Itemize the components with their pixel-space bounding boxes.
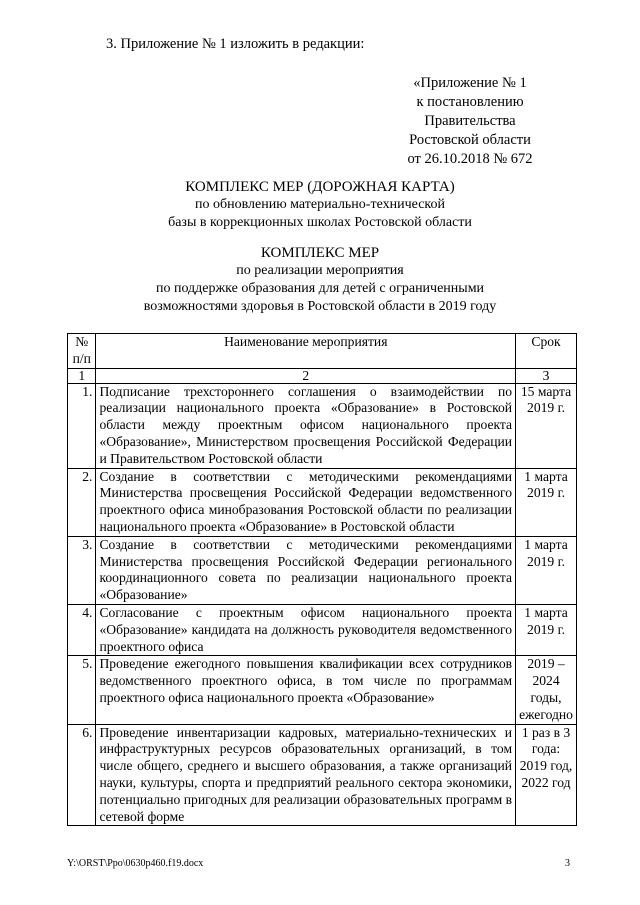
- table-row: [68, 536, 577, 604]
- title-main: КОМПЛЕКС МЕР: [260, 245, 380, 261]
- appendix-line: Правительства: [424, 113, 516, 129]
- appendix-header: [370, 74, 570, 169]
- table-row: [68, 724, 577, 826]
- row-term: 1 раз в 3 года: 2019 год, 2022 год: [516, 724, 577, 826]
- table-header-row: [68, 334, 577, 369]
- footer-page-number: 3: [565, 858, 570, 869]
- title-subtitle: по реализации мероприятия: [236, 263, 404, 278]
- index-cell: 1: [68, 368, 96, 383]
- table-row: [68, 604, 577, 655]
- table-index-row: [68, 368, 577, 383]
- intro-paragraph: 3. Приложение № 1 изложить в редакции:: [106, 36, 365, 52]
- title-roadmap: [0, 178, 640, 232]
- title-subtitle: возможностями здоровья в Ростовской области в 2019 году: [143, 299, 497, 314]
- table-row: [68, 383, 577, 468]
- measures-table: [67, 333, 577, 826]
- title-measures: [0, 244, 640, 316]
- table-row: [68, 656, 577, 724]
- footer-file-path: Y:\ORST\Ppo\0630p460.f19.docx: [67, 858, 204, 869]
- header-num: № п/п: [68, 334, 96, 369]
- row-name: Проведение ежегодного повышения квалификации всех сотрудников ведомственного проектного офиса, в том числе по программам проектного офиса национального проекта «Образование»: [96, 656, 516, 724]
- row-name: Подписание трехстороннего соглашения о взаимодействии по реализации национального проекта «Образование» в Ростовской области между проектным офисом национального проекта «Образование», Министерством просвещения Российской Федерации и Правительством Ростовской области: [96, 383, 516, 468]
- row-num: 4.: [68, 604, 96, 655]
- row-name: Проведение инвентаризации кадровых, материально-технических и инфраструктурных ресурсов образовательных организаций, в том числе общего, среднего и высшего образования, а также организаций науки, культуры, спорта и предприятий реального сектора экономики, потенциально пригодных для реализации образовательных программ в сетевой форме: [96, 724, 516, 826]
- row-name: Создание в соответствии с методическими рекомендациями Министерства просвещения Российской Федерации регионального координационного совета по реализации национального проекта «Образование»: [96, 536, 516, 604]
- title-subtitle: по обновлению материально-технической: [194, 197, 445, 212]
- row-name: Согласование с проектным офисом национального проекта «Образование» кандидата на должность руководителя ведомственного проектного офиса: [96, 604, 516, 655]
- row-term: 1 марта 2019 г.: [516, 604, 577, 655]
- appendix-line: Ростовской области: [409, 132, 531, 148]
- row-num: 2.: [68, 468, 96, 536]
- title-subtitle: базы в коррекционных школах Ростовской области: [168, 215, 472, 230]
- row-num: 6.: [68, 724, 96, 826]
- row-num: 1.: [68, 383, 96, 468]
- row-term: 1 марта 2019 г.: [516, 468, 577, 536]
- index-cell: 2: [96, 368, 516, 383]
- header-term: Срок: [516, 334, 577, 369]
- title-main: КОМПЛЕКС МЕР (ДОРОЖНАЯ КАРТА): [185, 179, 455, 195]
- row-num: 3.: [68, 536, 96, 604]
- row-term: 15 марта 2019 г.: [516, 383, 577, 468]
- appendix-line: к постановлению: [416, 94, 524, 110]
- title-subtitle: по поддержке образования для детей с ограниченными: [155, 281, 485, 296]
- appendix-line: «Приложение № 1: [413, 75, 527, 91]
- row-term: 1 марта 2019 г.: [516, 536, 577, 604]
- appendix-line: от 26.10.2018 № 672: [407, 151, 533, 167]
- row-num: 5.: [68, 656, 96, 724]
- row-term: 2019 – 2024 годы, ежегодно: [516, 656, 577, 724]
- header-name: Наименование мероприятия: [96, 334, 516, 369]
- row-name: Создание в соответствии с методическими рекомендациями Министерства просвещения Российской Федерации ведомственного проектного офиса минобразования Ростовской области по реализации национального проекта «Образование» в Ростовской области: [96, 468, 516, 536]
- table-row: [68, 468, 577, 536]
- index-cell: 3: [516, 368, 577, 383]
